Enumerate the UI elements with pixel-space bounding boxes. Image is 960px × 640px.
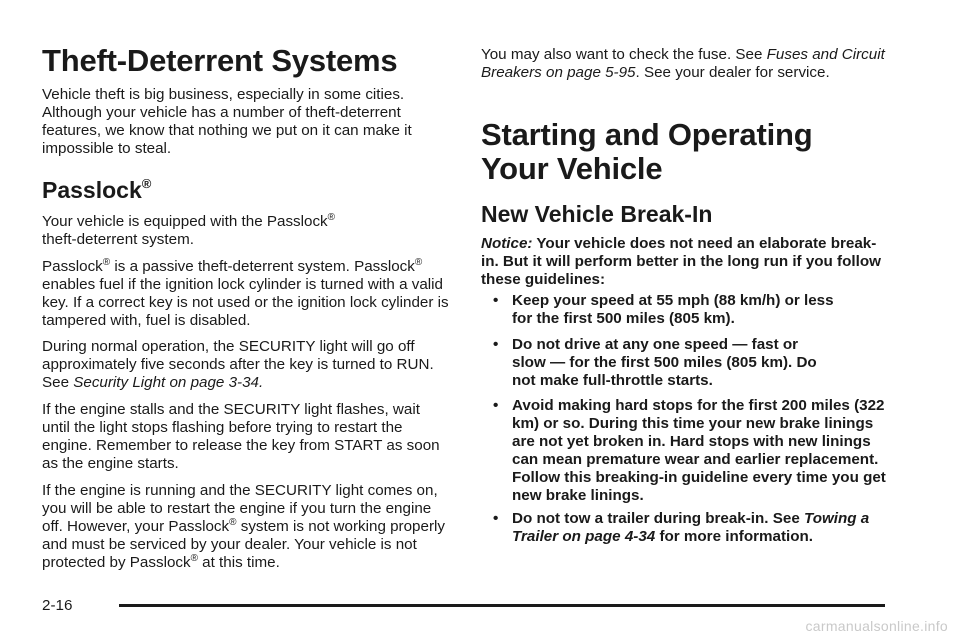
p1-text-a: Your vehicle is equipped with the Passlock — [42, 213, 328, 230]
registered-mark: ® — [141, 176, 152, 191]
bullet4-text-a: Do not tow a trailer during break-in. See — [512, 510, 804, 527]
engine-stalls-paragraph: If the engine stalls and the SECURITY light flashes, wait until the light stops flashing before trying to restart the engine. Remember to release the key from START as soon as the engine starts. — [42, 401, 440, 472]
p2-text-c: enables fuel if the ignition lock cylinder is turned with a valid key. If a correct key is not used or the ignition lock cylinder is tampered with, fuel is disabled. — [42, 276, 449, 329]
section-title-starting — [481, 118, 812, 186]
fuse-paragraph — [481, 46, 891, 82]
list-item — [481, 510, 901, 546]
bullet-glyph: • — [493, 397, 499, 414]
list-item-text: Avoid making hard stops for the first 200 miles (322 km) or so. During this time your new brake linings are not yet broken in. Hard stops with new linings can mean premature wear and earlier replacement. Follow this breaking-in guideline every time you get new brake linings. — [512, 397, 886, 504]
notice-label: Notice: — [481, 235, 533, 252]
p3-text: During normal operation, the SECURITY light will go off approximately five seconds after the key is turned to RUN. See — [42, 338, 434, 391]
registered-mark: ® — [414, 257, 423, 268]
engine-running-paragraph — [42, 482, 447, 572]
security-light-reference: Security Light on page 3-34. — [73, 374, 264, 391]
passlock-heading-text: Passlock — [42, 177, 142, 203]
watermark: carmanualsonline.info — [805, 618, 948, 634]
registered-mark: ® — [229, 517, 237, 528]
p5-text-b: system is not working properly and must be serviced by your dealer. Your vehicle is not protected by Passlock — [42, 518, 445, 571]
section-title-theft-deterrent: Theft-Deterrent Systems — [42, 43, 398, 78]
section-title-line-2: Your Vehicle — [481, 151, 663, 186]
passlock-heading — [42, 177, 151, 203]
list-item — [481, 336, 901, 390]
footer-divider — [119, 604, 885, 607]
registered-mark: ® — [327, 212, 336, 223]
bullet-glyph: • — [493, 510, 499, 527]
p2-text-b: is a passive theft-deterrent system. Passlock — [110, 258, 415, 275]
p5-text-a: If the engine is running and the SECURITY light comes on, you will be able to restart the engine if you turn the engine off. However, your Passlock — [42, 482, 438, 535]
registered-mark: ® — [190, 553, 198, 564]
list-item — [481, 397, 901, 505]
registered-mark: ® — [102, 257, 111, 268]
p5-text-c: at this time. — [197, 554, 280, 571]
p1-text-b: theft-deterrent system. — [42, 231, 194, 248]
list-item-text: Keep your speed at 55 mph (88 km/h) or less for the first 500 miles (805 km). — [512, 292, 834, 327]
break-in-heading: New Vehicle Break-In — [481, 201, 713, 227]
list-item-text: Do not drive at any one speed — fast or slow — for the first 500 miles (805 km). Do not make full-throttle starts. — [512, 336, 817, 389]
fuses-reference: Fuses and Circuit Breakers on page 5-95 — [481, 46, 885, 81]
intro-paragraph: Vehicle theft is big business, especially in some cities. Although your vehicle has a number of theft-deterrent features, we know that nothing we put on it can make it impossible to steal. — [42, 86, 412, 157]
section-title-line-1: Starting and Operating — [481, 117, 813, 152]
passlock-paragraph-1 — [42, 213, 447, 249]
bullet4-text-b: for more information. — [655, 528, 814, 545]
bullet-glyph: • — [493, 336, 499, 353]
list-item — [481, 292, 901, 328]
p2-text-a: Passlock — [42, 258, 103, 275]
fuse-text-a: You may also want to check the fuse. See — [481, 46, 767, 63]
fuse-text-b: . See your dealer for service. — [635, 64, 830, 81]
page-number: 2-16 — [42, 597, 73, 614]
list-item-text — [512, 510, 890, 546]
passlock-paragraph-2 — [42, 258, 452, 330]
notice-text: Your vehicle does not need an elaborate break-in. But it will perform better in the long run if you follow these guidelines: — [481, 235, 881, 288]
bullet-glyph: • — [493, 292, 499, 309]
normal-operation-paragraph — [42, 338, 447, 392]
notice-paragraph — [481, 235, 891, 289]
towing-reference: Towing a Trailer on page 4-34 — [512, 510, 870, 545]
